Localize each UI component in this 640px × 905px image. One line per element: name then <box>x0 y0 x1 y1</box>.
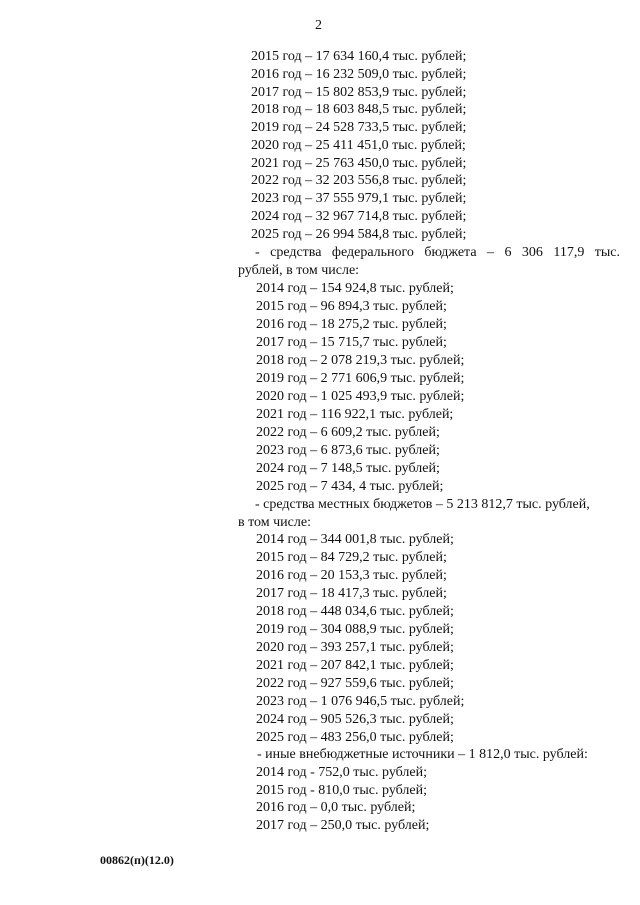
text-line: 2017 год – 15 802 853,9 тыс. рублей; <box>251 85 467 100</box>
text-line: 2019 год – 2 771 606,9 тыс. рублей; <box>256 371 465 386</box>
text-line: 2023 год – 1 076 946,5 тыс. рублей; <box>256 694 465 709</box>
text-line: 2022 год – 6 609,2 тыс. рублей; <box>256 425 440 440</box>
text-line: 2024 год – 905 526,3 тыс. рублей; <box>256 712 454 727</box>
text-line: 2021 год – 116 922,1 тыс. рублей; <box>256 407 454 422</box>
text-line: - иные внебюджетные источники – 1 812,0 тыс. рублей: <box>257 747 588 762</box>
text-line: 2025 год – 483 256,0 тыс. рублей; <box>256 730 454 745</box>
text-line: 2018 год – 2 078 219,3 тыс. рублей; <box>256 353 465 368</box>
text-line: 2023 год – 6 873,6 тыс. рублей; <box>256 443 440 458</box>
text-line: 2020 год – 1 025 493,9 тыс. рублей; <box>256 389 465 404</box>
text-line: 2016 год – 0,0 тыс. рублей; <box>256 800 416 815</box>
text-line: 2014 год - 752,0 тыс. рублей; <box>256 765 428 780</box>
text-line: 2015 год – 96 894,3 тыс. рублей; <box>256 299 447 314</box>
text-line: 2016 год – 18 275,2 тыс. рублей; <box>256 317 447 332</box>
text-line: 2015 год – 17 634 160,4 тыс. рублей; <box>251 49 467 64</box>
text-line: 2021 год – 207 842,1 тыс. рублей; <box>256 658 454 673</box>
text-line: в том числе: <box>238 515 311 530</box>
text-line: 2015 год – 84 729,2 тыс. рублей; <box>256 550 447 565</box>
text-line: 2014 год – 154 924,8 тыс. рублей; <box>256 281 454 296</box>
text-line: 2020 год – 25 411 451,0 тыс. рублей; <box>251 138 466 153</box>
text-line: 2017 год – 15 715,7 тыс. рублей; <box>256 335 447 350</box>
text-line: 2019 год – 24 528 733,5 тыс. рублей; <box>251 120 467 135</box>
text-line: 2015 год - 810,0 тыс. рублей; <box>256 783 428 798</box>
text-line: 2021 год – 25 763 450,0 тыс. рублей; <box>251 156 467 171</box>
text-line: - средства федерального бюджета – 6 306 117,9 тыс. <box>255 245 620 260</box>
footer-form-code: 00862(п)(12.0) <box>100 853 174 867</box>
text-line: 2016 год – 20 153,3 тыс. рублей; <box>256 568 447 583</box>
text-line: 2016 год – 16 232 509,0 тыс. рублей; <box>251 67 467 82</box>
text-line: - средства местных бюджетов – 5 213 812,7 тыс. рублей, <box>255 497 590 512</box>
text-line: 2018 год – 18 603 848,5 тыс. рублей; <box>251 102 467 117</box>
text-line: 2022 год – 927 559,6 тыс. рублей; <box>256 676 454 691</box>
text-line: 2014 год – 344 001,8 тыс. рублей; <box>256 532 454 547</box>
text-line: 2024 год – 7 148,5 тыс. рублей; <box>256 461 440 476</box>
text-line: 2019 год – 304 088,9 тыс. рублей; <box>256 622 454 637</box>
text-line: 2025 год – 7 434, 4 тыс. рублей; <box>256 479 444 494</box>
text-line: 2020 год – 393 257,1 тыс. рублей; <box>256 640 454 655</box>
text-line: 2022 год – 32 203 556,8 тыс. рублей; <box>251 173 467 188</box>
text-line: рублей, в том числе: <box>238 263 360 278</box>
text-line: 2025 год – 26 994 584,8 тыс. рублей; <box>251 227 467 242</box>
page-number: 2 <box>315 18 322 33</box>
text-line: 2024 год – 32 967 714,8 тыс. рублей; <box>251 209 467 224</box>
text-line: 2017 год – 18 417,3 тыс. рублей; <box>256 586 447 601</box>
text-line: 2017 год – 250,0 тыс. рублей; <box>256 818 430 833</box>
text-line: 2023 год – 37 555 979,1 тыс. рублей; <box>251 191 467 206</box>
text-line: 2018 год – 448 034,6 тыс. рублей; <box>256 604 454 619</box>
